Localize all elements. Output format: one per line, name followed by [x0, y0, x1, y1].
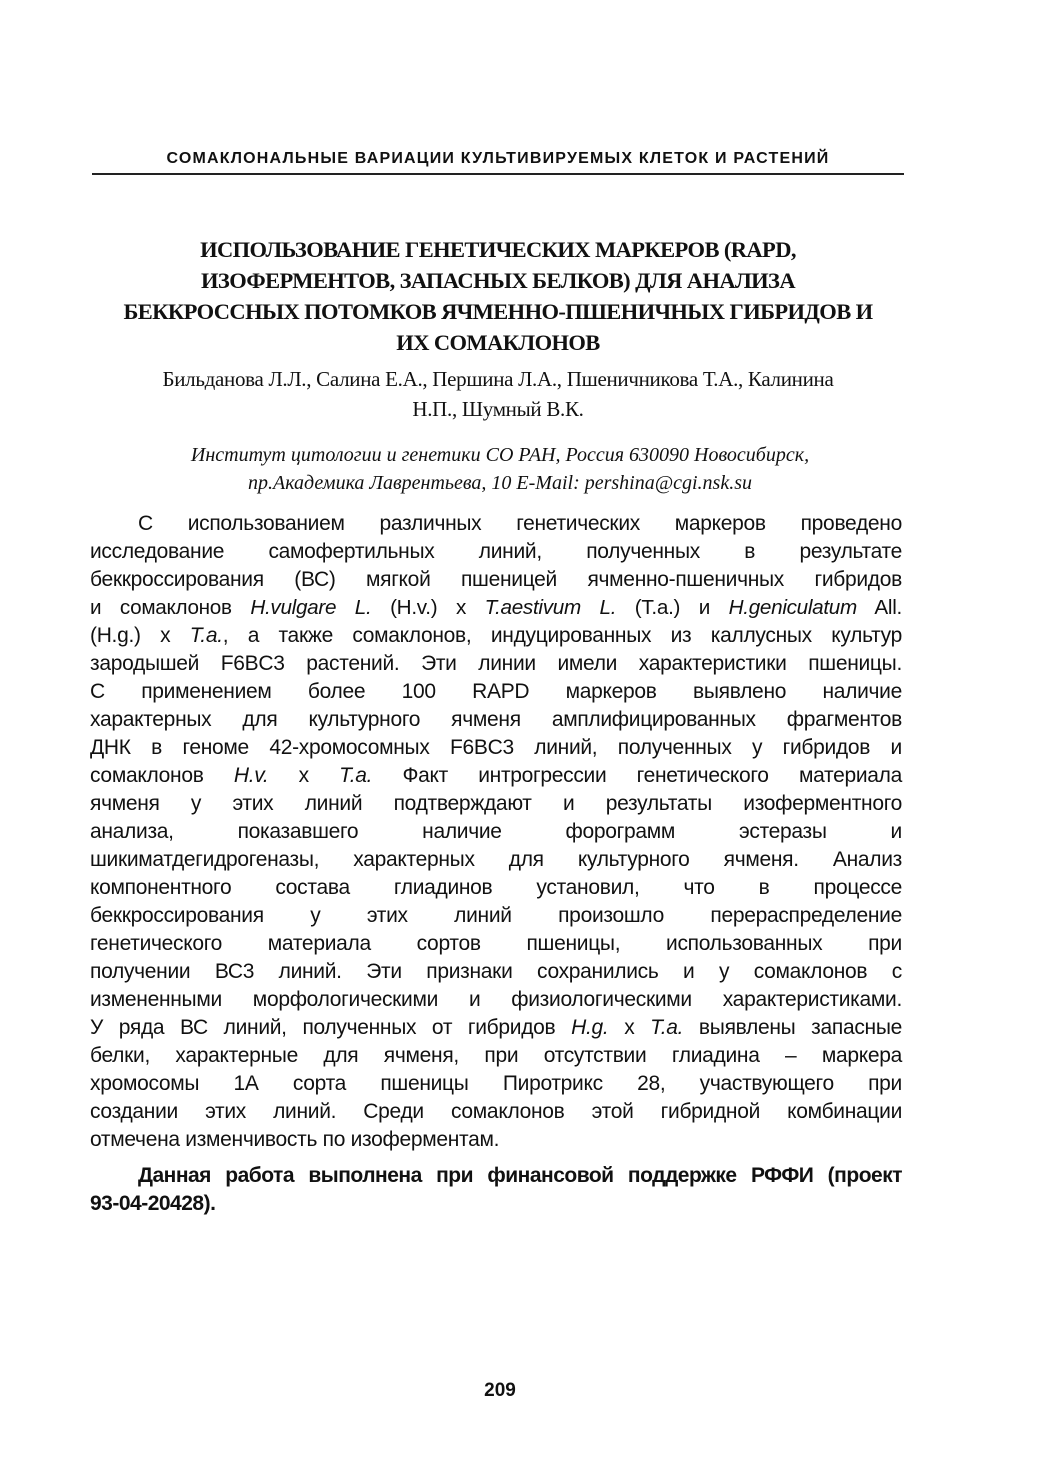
abstract-line: беккроссирования (ВС) мягкой пшеницей ячменно-пшеничных гибридов: [90, 568, 902, 591]
affiliation-line: пр.Академика Лаврентьева, 10 E-Mail: pershina@cgi.nsk.su: [247, 472, 752, 494]
abstract-line: ячменя у этих линий подтверждают и результаты изоферментного: [90, 792, 902, 815]
abstract-line: (H.g.) x T.a., а также сомаклонов, индуцированных из каллусных культур: [90, 624, 902, 647]
funding-note: [90, 1162, 902, 1218]
abstract-line: характерных для культурного ячменя амплифицированных фрагментов: [90, 708, 902, 731]
abstract-line: анализа, показавшего наличие форограмм эстеразы и: [90, 820, 902, 843]
abstract-line: ДНК в геноме 42-хромосомных F6BC3 линий, полученных у гибридов и: [90, 736, 902, 759]
species-name: T.aestivum L.: [484, 596, 617, 619]
abstract-line: создании этих линий. Среди сомаклонов этой гибридной комбинации: [90, 1100, 902, 1123]
species-abbrev: T.a.: [650, 1016, 684, 1039]
abstract-line: У ряда ВС линий, полученных от гибридов H.g. x T.a. выявлены запасные: [90, 1016, 902, 1039]
abstract-line: сомаклонов H.v. x T.a. Факт интрогрессии генетического материала: [90, 764, 902, 787]
article-title: [90, 234, 906, 358]
running-header: СОМАКЛОНАЛЬНЫЕ ВАРИАЦИИ КУЛЬТИВИРУЕМЫХ КЛЕТОК И РАСТЕНИЙ: [166, 150, 830, 167]
authors: [88, 364, 908, 424]
species-abbrev: H.g.: [571, 1016, 609, 1039]
affiliation: [100, 441, 900, 497]
abstract-line: С использованием различных генетических маркеров проведено: [138, 512, 902, 535]
header-rule: [92, 173, 904, 175]
abstract-line: получении ВС3 линий. Эти признаки сохранились и у сомаклонов с: [90, 960, 902, 983]
title-line: ИСПОЛЬЗОВАНИЕ ГЕНЕТИЧЕСКИХ МАРКЕРОВ (RAPD,: [200, 237, 796, 262]
title-line: ИХ СОМАКЛОНОВ: [396, 330, 600, 355]
species-abbrev: T.a.: [189, 624, 223, 647]
abstract-line: С применением более 100 RAPD маркеров выявлено наличие: [90, 680, 902, 703]
abstract-line: измененными морфологическими и физиологическими характеристиками.: [90, 988, 902, 1011]
affiliation-line: Институт цитологии и генетики СО РАН, Россия 630090 Новосибирск,: [190, 444, 810, 466]
abstract-line: беккроссирования у этих линий произошло перераспределение: [90, 904, 902, 927]
abstract-body: [90, 510, 902, 1154]
abstract-line: отмечена изменчивость по изоферментам.: [90, 1128, 500, 1151]
abstract-line: исследование самофертильных линий, полученных в результате: [90, 540, 902, 563]
species-name: H.geniculatum: [728, 596, 857, 619]
abstract-line: и сомаклонов H.vulgare L. (H.v.) x T.aestivum L. (T.a.) и H.geniculatum All.: [90, 596, 902, 619]
title-line: БЕККРОССНЫХ ПОТОМКОВ ЯЧМЕННО-ПШЕНИЧНЫХ ГИБРИДОВ И: [123, 299, 873, 324]
abstract-line: белки, характерные для ячменя, при отсутствии глиадина – маркера: [90, 1044, 902, 1067]
abstract-line: хромосомы 1А сорта пшеницы Пиротрикс 28, участвующего при: [90, 1072, 902, 1095]
abstract-line: генетического материала сортов пшеницы, использованных при: [90, 932, 902, 955]
page-number: 209: [484, 1380, 516, 1401]
authors-line: Бильданова Л.Л., Салина Е.А., Першина Л.А., Пшеничникова Т.А., Калинина: [162, 367, 834, 391]
funding-line: Данная работа выполнена при финансовой поддержке РФФИ (проект: [138, 1164, 902, 1187]
funding-line: 93-04-20428).: [90, 1192, 216, 1215]
authors-line: Н.П., Шумный В.К.: [412, 397, 584, 421]
species-abbrev: H.v.: [233, 764, 269, 787]
species-abbrev: T.a.: [339, 764, 373, 787]
abstract-line: зародышей F6BC3 растений. Эти линии имели характеристики пшеницы.: [90, 652, 902, 675]
title-line: ИЗОФЕРМЕНТОВ, ЗАПАСНЫХ БЕЛКОВ) ДЛЯ АНАЛИЗА: [201, 268, 795, 293]
species-name: H.vulgare L.: [250, 596, 372, 619]
abstract-line: шикиматдегидрогеназы, характерных для культурного ячменя. Анализ: [90, 848, 902, 871]
abstract-line: компонентного состава глиадинов установил, что в процессе: [90, 876, 902, 899]
